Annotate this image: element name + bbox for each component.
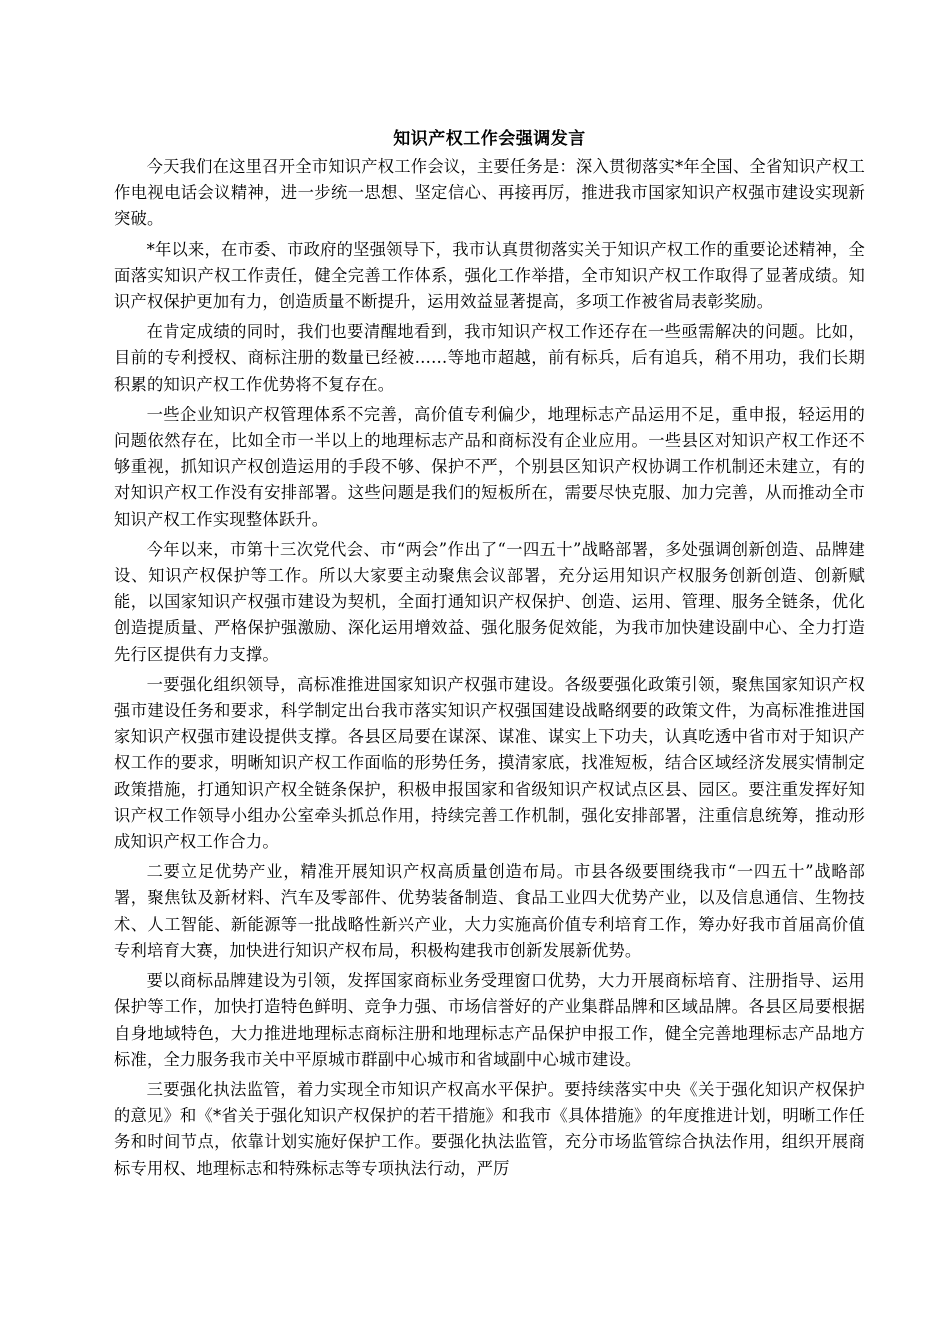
- paragraph-6: 一要强化组织领导，高标准推进国家知识产权强市建设。各级要强化政策引领，聚焦国家知识产权强市建设任务和要求，科学制定出台我市落实知识产权强国建设战略纲要的政策文件，为高标准推进国家知识产权强市建设提供支撑。各县区局要在谋深、谋准、谋实上下功夫，认真吃透中省市对于知识产权工作的要求，明晰知识产权工作面临的形势任务，摸清家底，找准短板，结合区域经济发展实情制定政策措施，打通知识产权全链条保护，积极申报国家和省级知识产权试点区县、园区。要注重发挥好知识产权工作领导小组办公室牵头抓总作用，持续完善工作机制，强化安排部署，注重信息统筹，推动形成知识产权工作合力。: [114, 674, 865, 852]
- paragraph-9: 三要强化执法监管，着力实现全市知识产权高水平保护。要持续落实中央《关于强化知识产权保护的意见》和《*省关于强化知识产权保护的若干措施》和我市《具体措施》的年度推进计划，明晰工作任务和时间节点，依靠计划实施好保护工作。要强化执法监管，充分市场监管综合执法作用，组织开展商标专用权、地理标志和特殊标志等专项执法行动，严厉: [114, 1079, 865, 1178]
- document-title: 知识产权工作会强调发言: [393, 129, 586, 149]
- paragraph-4: 一些企业知识产权管理体系不完善，高价值专利偏少，地理标志产品运用不足，重申报，轻运用的问题依然存在，比如全市一半以上的地理标志产品和商标没有企业应用。一些县区对知识产权工作还不够重视，抓知识产权创造运用的手段不够、保护不严，个别县区知识产权协调工作机制还未建立，有的对知识产权工作没有安排部署。这些问题是我们的短板所在，需要尽快克服、加力完善，从而推动全市知识产权工作实现整体跃升。: [114, 404, 865, 529]
- paragraph-8: 要以商标品牌建设为引领，发挥国家商标业务受理窗口优势，大力开展商标培育、注册指导、运用保护等工作，加快打造特色鲜明、竞争力强、市场信誉好的产业集群品牌和区域品牌。各县区局要根据自身地域特色，大力推进地理标志商标注册和地理标志产品保护申报工作，健全完善地理标志产品地方标准，全力服务我市关中平原城市群副中心城市和省域副中心城市建设。: [114, 971, 865, 1069]
- paragraph-7: 二要立足优势产业，精准开展知识产权高质量创造布局。市县各级要围绕我市“一四五十”战略部署，聚焦钛及新材料、汽车及零部件、优势装备制造、食品工业四大优势产业，以及信息通信、生物技术、人工智能、新能源等一批战略性新兴产业，大力实施高价值专利培育工作，筹办好我市首届高价值专利培育大赛，加快进行知识产权布局，积极构建我市创新发展新优势。: [114, 862, 865, 960]
- document-body: [114, 124, 865, 1186]
- paragraph-3: 在肯定成绩的同时，我们也要清醒地看到，我市知识产权工作还存在一些亟需解决的问题。比如，目前的专利授权、商标注册的数量已经被……等地市超越，前有标兵，后有追兵，稍不用功，我们长期积累的知识产权工作优势将不复存在。: [114, 322, 865, 394]
- paragraph-2: *年以来，在市委、市政府的坚强领导下，我市认真贯彻落实关于知识产权工作的重要论述精神，全面落实知识产权工作责任，健全完善工作体系，强化工作举措，全市知识产权工作取得了显著成绩。知识产权保护更加有力，创造质量不断提升，运用效益显著提高，多项工作被省局表彰奖励。: [114, 239, 865, 312]
- paragraph-5: 今年以来，市第十三次党代会、市“两会”作出了“一四五十”战略部署，多处强调创新创造、品牌建设、知识产权保护等工作。所以大家要主动聚焦会议部署，充分运用知识产权服务创新创造、创新赋能，以国家知识产权强市建设为契机，全面打通知识产权保护、创造、运用、管理、服务全链条，优化创造提质量、严格保护强激励、深化运用增效益、强化服务促效能，为我市加快建设副中心、全力打造先行区提供有力支撑。: [114, 539, 865, 664]
- paragraph-1: 今天我们在这里召开全市知识产权工作会议，主要任务是：深入贯彻落实*年全国、全省知识产权工作电视电话会议精神，进一步统一思想、坚定信心、再接再厉，推进我市国家知识产权强市建设实现新突破。: [114, 157, 865, 229]
